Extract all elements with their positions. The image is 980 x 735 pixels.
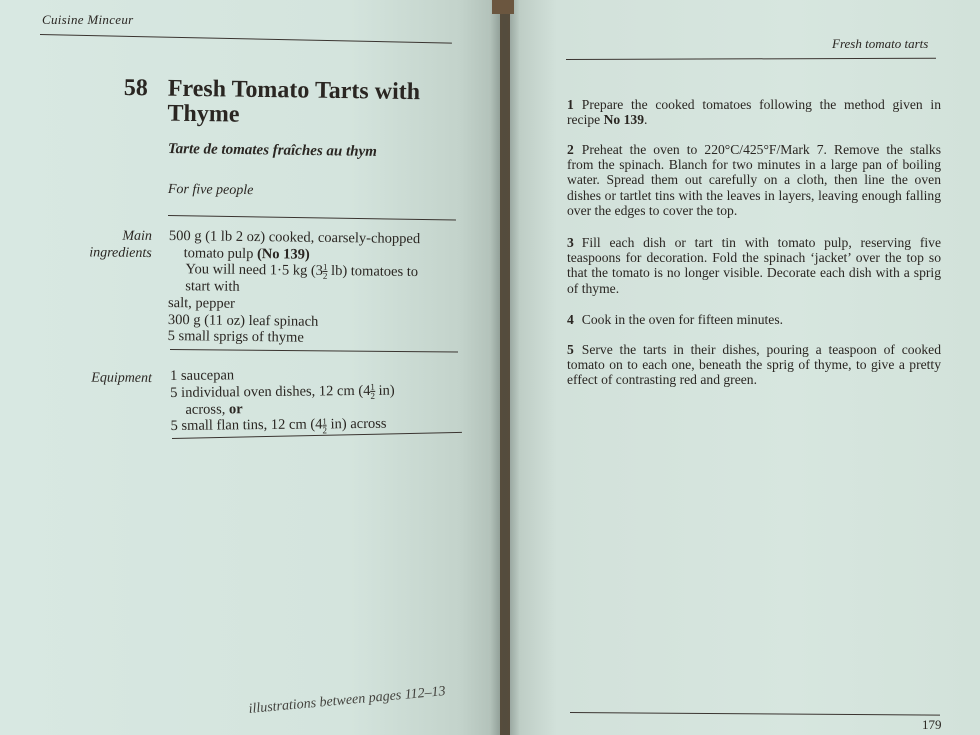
fraction: $\frac{1}{2}$ bbox=[322, 415, 328, 435]
serves-text: For five people bbox=[167, 182, 254, 199]
ingredients-list bbox=[168, 228, 469, 348]
illustrations-caption: illustrations between pages 112–13 bbox=[248, 684, 447, 717]
running-head-right: Fresh tomato tarts bbox=[832, 36, 929, 51]
step-number: 4 bbox=[567, 312, 574, 327]
book-spine bbox=[492, 0, 514, 14]
step-number: 1 bbox=[567, 97, 574, 112]
recipe-title: Fresh Tomato Tarts with Thyme bbox=[167, 75, 421, 128]
equipment-label: Equipment bbox=[91, 370, 152, 386]
ingredient-line: start with bbox=[185, 278, 240, 296]
fraction: $\frac{1}{2}$ bbox=[370, 381, 376, 401]
equipment-list bbox=[170, 365, 471, 436]
equipment-line: across, or bbox=[185, 401, 243, 418]
equipment-line: 5 small flan tins, 12 cm (4 $\frac{1}{2}$ in) across bbox=[170, 415, 387, 435]
book-gutter bbox=[490, 0, 520, 735]
recipe-subtitle: Tarte de tomates fraîches au thym bbox=[167, 141, 378, 160]
method-step: 5 Serve the tarts in their dishes, pouring a teaspoon of cooked tomato on to each one, beneath the sprig of thyme, to give a pretty effect of contrasting red and green. bbox=[567, 342, 941, 388]
ingredients-label: Main ingredients bbox=[89, 228, 152, 261]
page-number: 179 bbox=[922, 717, 942, 732]
ingredient-line: You will need 1·5 kg (3 $\frac{1}{2}$ lb) tomatoes to bbox=[185, 261, 419, 282]
running-head-left: Cuisine Minceur bbox=[42, 12, 134, 27]
equipment-line: 5 individual oven dishes, 12 cm (4 $\frac{1}{2}$ in) bbox=[170, 381, 395, 401]
step-number: 2 bbox=[567, 142, 574, 157]
method-step: 3 Fill each dish or tart tin with tomato pulp, reserving five teaspoons for decoration. Fold the spinach ‘jacket’ over the top so that the tomato is no longer visible. Decorate each dish with a sprig of thyme. bbox=[567, 235, 941, 296]
method-step: 2 Preheat the oven to 220°C/425°F/Mark 7. Remove the stalks from the spinach. Blanch for two minutes in a large pan of boiling water. Spread them out carefully on a cloth, then line the oven dishes or tartlet tins with the leaves in layers, leaving enough falling over the edges to cover the top. bbox=[567, 142, 941, 218]
ingredient-line: 5 small sprigs of thyme bbox=[167, 328, 304, 346]
recipe-number: 58 bbox=[123, 75, 149, 102]
step-number: 3 bbox=[567, 235, 574, 250]
ingredient-line: salt, pepper bbox=[167, 294, 236, 312]
fraction: $\frac{1}{2}$ bbox=[322, 262, 328, 282]
equipment-line: 1 saucepan bbox=[170, 367, 235, 384]
ingredient-line: 500 g (1 lb 2 oz) cooked, coarsely-chopped bbox=[168, 228, 421, 248]
method-step: 4 Cook in the oven for fifteen minutes. bbox=[567, 312, 784, 327]
method-step: 1 Prepare the cooked tomatoes following the method given in recipe No 139. bbox=[567, 97, 941, 128]
ingredient-line: tomato pulp (No 139) bbox=[183, 244, 310, 263]
ingredient-line: 300 g (11 oz) leaf spinach bbox=[167, 311, 319, 330]
step-number: 5 bbox=[567, 342, 574, 357]
